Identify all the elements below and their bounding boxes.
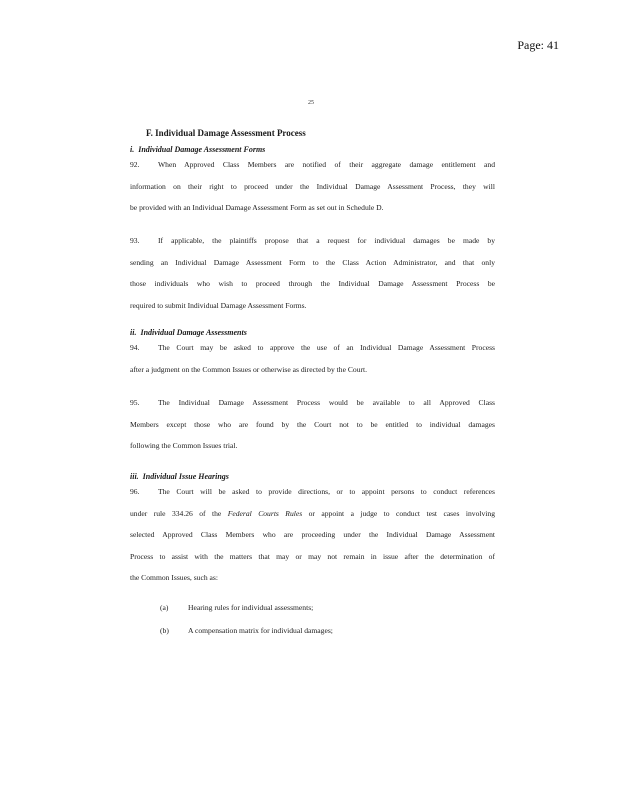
paragraph-number: 93.	[130, 236, 140, 245]
statute-title: Federal Courts Rules	[227, 508, 303, 518]
section-heading: F. Individual Damage Assessment Process	[146, 128, 306, 138]
paragraph-line: sending an Individual Damage Assessment Form to the Class Action Administrator, and that only	[130, 257, 495, 267]
list-item-a	[160, 603, 313, 612]
subsection-number: ii.	[130, 328, 137, 337]
subsection-title: Individual Damage Assessments	[140, 328, 247, 337]
paragraph-line: Process to assist with the matters that may or may not remain in issue after the determination of	[130, 551, 495, 561]
paragraph-line: after a judgment on the Common Issues or otherwise as directed by the Court.	[130, 364, 368, 374]
subsection-heading-iii	[130, 472, 229, 481]
paragraph-line: the Common Issues, such as:	[130, 573, 218, 582]
paragraph-line: The Individual Damage Assessment Process would be available to all Approved Class	[158, 398, 495, 407]
paragraph-line: be provided with an Individual Damage Assessment Form as set out in Schedule D.	[130, 203, 384, 212]
list-item-b	[160, 626, 333, 635]
paragraph-line-part: or appoint a judge to conduct test cases involving	[302, 508, 496, 518]
paragraph-number: 94.	[130, 343, 140, 352]
subsection-title: Individual Issue Hearings	[142, 472, 229, 481]
paragraph-line-part: under rule 334.26 of the	[130, 508, 228, 518]
subsection-title: Individual Damage Assessment Forms	[138, 145, 266, 154]
paragraph-line: information on their right to proceed under the Individual Damage Assessment Process, they will	[130, 181, 495, 191]
paragraph-line: following the Common Issues trial.	[130, 441, 238, 450]
paragraph-number: 92.	[130, 160, 140, 169]
paragraph-number: 96.	[130, 487, 140, 496]
list-text: Hearing rules for individual assessments;	[188, 603, 314, 612]
paragraph-line: Members except those who are found by the Court not to be entitled to individual damages	[130, 419, 495, 429]
paragraph-number: 95.	[130, 398, 140, 407]
page-label: Page: 41	[517, 38, 559, 52]
paragraph-line: The Court may be asked to approve the use of an Individual Damage Assessment Process	[158, 343, 495, 352]
paragraph-94	[130, 337, 495, 380]
paragraph-line: those individuals who wish to proceed through the Individual Damage Assessment Process be	[130, 279, 495, 288]
paragraph-line: The Court will be asked to provide directions, or to appoint persons to conduct references	[158, 487, 495, 496]
paragraph-line: If applicable, the plaintiffs propose that a request for individual damages be made by	[158, 236, 495, 245]
paragraph-93	[130, 230, 495, 316]
list-text: A compensation matrix for individual damages;	[188, 626, 333, 635]
paragraph-line: selected Approved Class Members who are proceeding under the Individual Damage Assessment	[130, 530, 495, 539]
subsection-heading-i	[130, 145, 265, 154]
subsection-number: i.	[130, 145, 135, 154]
paragraph-line: When Approved Class Members are notified of their aggregate damage entitlement and	[158, 160, 495, 169]
paragraph-92	[130, 154, 495, 219]
paragraph-line: required to submit Individual Damage Assessment Forms.	[130, 300, 307, 310]
list-label: (a)	[160, 603, 169, 612]
subsection-number: iii.	[130, 472, 139, 481]
inner-page-number: 25	[308, 100, 314, 106]
paragraph-95	[130, 392, 495, 457]
list-label: (b)	[160, 626, 169, 635]
paragraph-96	[130, 481, 495, 589]
subsection-heading-ii	[130, 328, 247, 337]
